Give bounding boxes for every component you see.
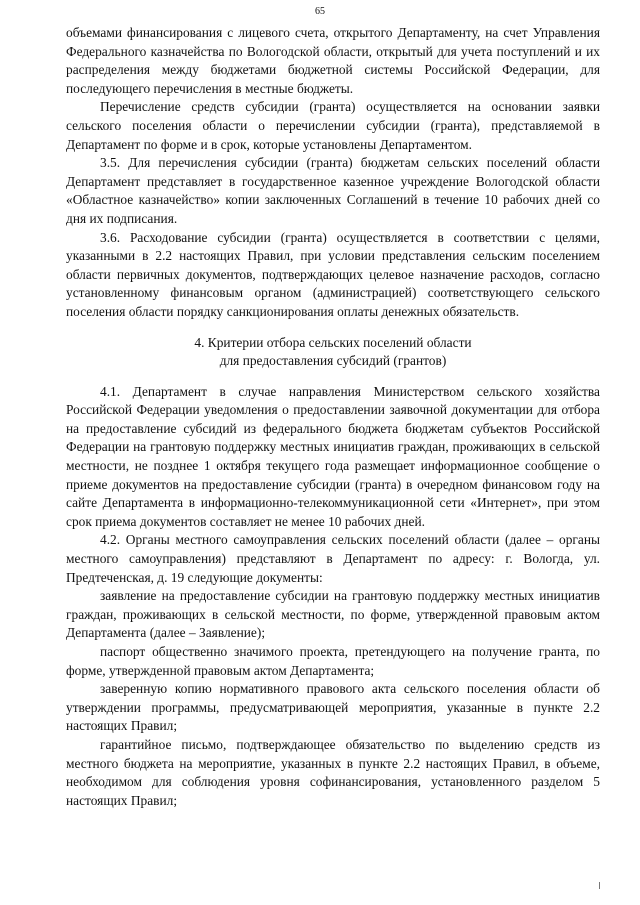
section-heading xyxy=(66,334,600,371)
paragraph-3-6: 3.6. Расходование субсидии (гранта) осуществляется в соответствии с целями, указанными в 2.2 настоящих Правил, при условии представления сельским поселением области первичных документов, подтверждающих целевое назначение расходов, согласно установленному финансовым органом (администрацией) соответствующего сельского поселения области порядку санкционирования оплаты денежных обязательств. xyxy=(66,229,600,319)
scan-edge-mark xyxy=(599,882,600,889)
list-item: заверенную копию нормативного правового акта сельского поселения области об утверждении программы, предусматривающей мероприятия, указанные в пункте 2.2 настоящих Правил; xyxy=(66,681,600,734)
list-item: гарантийное письмо, подтверждающее обязательство по выделению средств из местного бюджета на мероприятие, указанных в пункте 2.2 настоящих Правил, в объеме, необходимом для соблюдения уровня софинансирования, установленного разделом 5 настоящих Правил; xyxy=(66,736,600,808)
section-heading-line-1: 4. Критерии отбора сельских поселений области xyxy=(194,334,472,350)
document-body xyxy=(66,24,600,810)
paragraph-3-5: 3.5. Для перечисления субсидии (гранта) бюджетам сельских поселений области Департамент представляет в государственное казенное учреждение Вологодской области «Областное казначейство» копии заключенных Соглашений в течение 10 рабочих дней со дня их подписания. xyxy=(66,155,600,226)
paragraph-4-1: 4.1. Департамент в случае направления Министерством сельского хозяйства Российской Федерации уведомления о предоставлении заявочной документации для отбора на предоставление субсидий из федерального бюджета бюджетам субъектов Российской Федерации на грантовую поддержку местных инициатив граждан, проживающих в сельской местности, не позднее 1 октября текущего года размещает информационное сообщение о приеме документов на предоставление субсидии (гранта) в очередном финансовом году на сайте Департамента в информационно-телекоммуникационной сети «Интернет», при этом срок приема документов составляет не менее 10 рабочих дней. xyxy=(66,383,600,529)
list-item: паспорт общественно значимого проекта, претендующего на получение гранта, по форме, утвержденной правовым актом Департамента; xyxy=(66,644,600,678)
page-number: 65 xyxy=(315,6,325,17)
paragraph-continuation: объемами финансирования с лицевого счета, открытого Департаменту, на счет Управления Федерального казначейства по Вологодской области, открытый для учета поступлений и их распределения между бюджетами бюджетной системы Российской Федерации, для последующего перечисления в местные бюджеты. xyxy=(66,25,600,96)
list-item: заявление на предоставление субсидии на грантовую поддержку местных инициатив граждан, проживающих в сельской местности, по форме, утвержденной правовым актом Департамента (далее – Заявление); xyxy=(66,588,600,641)
paragraph-4-2: 4.2. Органы местного самоуправления сельских поселений области (далее – органы местного самоуправления) представляют в Департамент по адресу: г. Вологда, ул. Предтеченская, д. 19 следующие документы: xyxy=(66,532,600,585)
section-heading-line-2: для предоставления субсидий (грантов) xyxy=(219,353,447,369)
paragraph-transfer-request: Перечисление средств субсидии (гранта) осуществляется на основании заявки сельского поселения области о перечислении субсидии (гранта), представляемой в Департамент по форме и в срок, которые установлены Департаментом. xyxy=(66,99,600,152)
